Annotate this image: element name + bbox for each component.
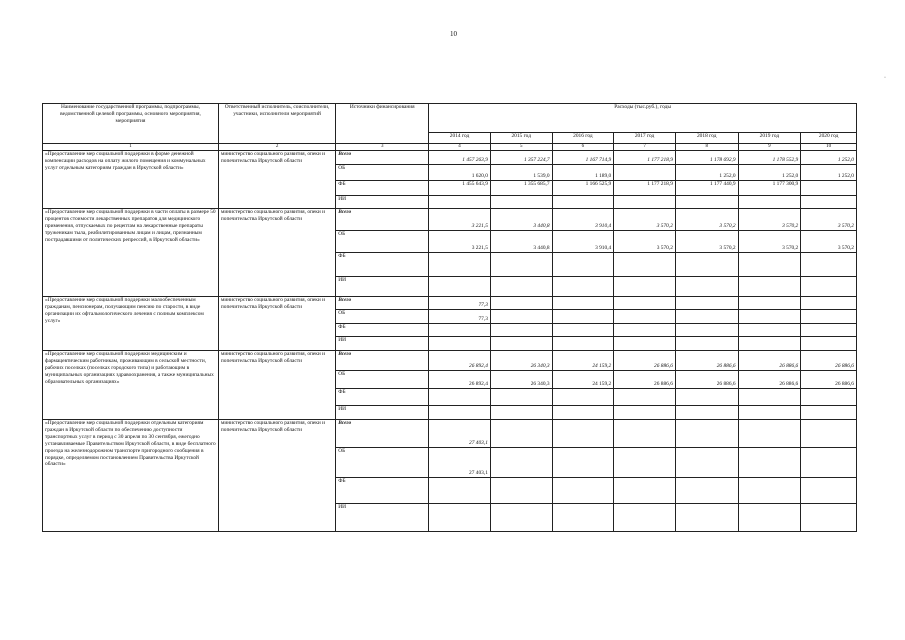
expense-value-cell [552, 277, 614, 297]
expense-value-cell: 1 177 440,9 [675, 181, 738, 196]
expense-value-cell [738, 297, 801, 310]
funding-source-cell: ФБ [336, 253, 429, 277]
expense-value-cell [738, 324, 801, 337]
expense-value-cell [801, 253, 857, 277]
header-year: 2020 год [801, 133, 857, 144]
expense-value-cell [429, 337, 491, 351]
expense-value-cell: 24 159,2 [552, 351, 614, 371]
expense-value-cell [490, 478, 552, 504]
funding-source-cell: ИИ [336, 196, 429, 209]
expense-value-cell: 1 252,0 [738, 165, 801, 181]
expense-value-cell [614, 406, 676, 420]
funding-source-cell: ИИ [336, 504, 429, 532]
column-number: 5 [490, 144, 552, 151]
funding-source-cell: ФБ [336, 324, 429, 337]
expense-value-cell [801, 420, 857, 448]
expense-value-cell [738, 478, 801, 504]
expense-value-cell [675, 420, 738, 448]
expense-value-cell [490, 406, 552, 420]
expense-value-cell: 3 910,4 [552, 209, 614, 231]
expense-value-cell [801, 406, 857, 420]
expense-value-cell [490, 389, 552, 406]
expense-value-cell: 3 570,2 [675, 231, 738, 253]
column-number: 1 [43, 144, 219, 151]
expense-value-cell [552, 310, 614, 324]
expense-value-cell: 26 340,3 [490, 371, 552, 389]
expense-value-cell: 3 570,2 [801, 209, 857, 231]
expense-value-cell [614, 310, 676, 324]
expense-value-cell: 27 403,1 [429, 420, 491, 448]
header-year: 2019 год [738, 133, 801, 144]
expense-value-cell [429, 277, 491, 297]
executor-cell: министерство социального развития, опеки и попечительства Иркутской области [218, 209, 335, 297]
funding-source-cell: Всего [336, 151, 429, 165]
expense-value-cell: 1 177 218,9 [614, 151, 676, 165]
expense-value-cell [675, 297, 738, 310]
funding-source-cell: ОБ [336, 231, 429, 253]
expense-value-cell [490, 337, 552, 351]
budget-table [42, 103, 857, 532]
funding-source-cell: ОБ [336, 371, 429, 389]
expense-value-cell [490, 277, 552, 297]
expense-value-cell [490, 310, 552, 324]
expense-value-cell [738, 337, 801, 351]
expense-value-cell [490, 324, 552, 337]
page-number: 10 [450, 30, 457, 38]
table-row [43, 297, 857, 310]
expense-value-cell [675, 324, 738, 337]
expense-value-cell [675, 196, 738, 209]
expense-value-cell [738, 196, 801, 209]
funding-source-cell: ИИ [336, 337, 429, 351]
funding-source-cell: ОБ [336, 310, 429, 324]
header-source: Источники финансирования [336, 104, 429, 144]
expense-value-cell [429, 196, 491, 209]
expense-value-cell: 26 892,4 [429, 351, 491, 371]
expense-value-cell [738, 277, 801, 297]
expense-value-cell [614, 478, 676, 504]
expense-value-cell: 3 440,8 [490, 231, 552, 253]
expense-value-cell: 77,3 [429, 310, 491, 324]
funding-source-cell: ОБ [336, 448, 429, 478]
funding-source-cell: ФБ [336, 181, 429, 196]
expense-value-cell: 1 455 643,9 [429, 181, 491, 196]
header-expenses: Расходы (тыс.руб.), годы [429, 104, 857, 133]
expense-value-cell [552, 337, 614, 351]
expense-value-cell: 26 340,3 [490, 351, 552, 371]
expense-value-cell [738, 310, 801, 324]
executor-cell: министерство социального развития, опеки и попечительства Иркутской области [218, 420, 335, 532]
column-number: 3 [336, 144, 429, 151]
expense-value-cell [614, 196, 676, 209]
header-year: 2016 год [552, 133, 614, 144]
funding-source-cell: ИИ [336, 277, 429, 297]
expense-value-cell [614, 389, 676, 406]
expense-value-cell [614, 324, 676, 337]
expense-value-cell [429, 324, 491, 337]
expense-value-cell [801, 297, 857, 310]
funding-source-cell: Всего [336, 351, 429, 371]
program-name-cell: «Предоставление мер социальной поддержки малообеспеченным гражданам, пенсионерам, получающим пенсию по старости, в виде организации их офтальмологического лечения с полным комплексом услуг» [43, 297, 219, 351]
expense-value-cell [675, 310, 738, 324]
expense-value-cell [738, 504, 801, 532]
executor-cell: министерство социального развития, опеки и попечительства Иркутской области [218, 351, 335, 420]
expense-value-cell [490, 297, 552, 310]
expense-value-cell: 3 221,5 [429, 209, 491, 231]
expense-value-cell [801, 310, 857, 324]
expense-value-cell: 3 570,2 [614, 231, 676, 253]
program-name-cell: «Предоставление мер социальной поддержки отдельным категориям граждан в Иркутской области по обеспечению доступности транспортных услуг в период с 30 апреля по 30 сентября, ежегодно устанавливаемые Правительством Иркутской области, в виде бесплатного проезда на железнодорожном транспорте пригородного сообщения в порядке, определяемом постановлением Правительства Иркутской области» [43, 420, 219, 532]
expense-value-cell [429, 504, 491, 532]
column-number: 10 [801, 144, 857, 151]
expense-value-cell: 1 189,0 [552, 165, 614, 181]
expense-value-cell [801, 181, 857, 196]
expense-value-cell: 77,3 [429, 297, 491, 310]
expense-value-cell [738, 253, 801, 277]
expense-value-cell: 3 570,2 [801, 231, 857, 253]
expense-value-cell [552, 196, 614, 209]
expense-value-cell [801, 277, 857, 297]
expense-value-cell: 26 886,6 [675, 371, 738, 389]
column-number: 9 [738, 144, 801, 151]
program-name-cell: «Предоставление мер социальной поддержки в части оплаты в размере 50 процентов стоимости лекарственных препаратов для медицинского применения, отпускаемых по рецептам на лекарственные препараты труженикам тыла, реабилитированным лицам и лицам, признанным пострадавшими от политических репрессий, в Иркутской области» [43, 209, 219, 297]
expense-value-cell: 3 570,2 [738, 231, 801, 253]
expense-value-cell: 26 892,4 [429, 371, 491, 389]
expense-value-cell: 26 886,6 [675, 351, 738, 371]
expense-value-cell: 3 440,8 [490, 209, 552, 231]
funding-source-cell: ИИ [336, 406, 429, 420]
expense-value-cell [429, 478, 491, 504]
expense-value-cell [738, 389, 801, 406]
expense-value-cell: 3 910,4 [552, 231, 614, 253]
expense-value-cell: 1 620,0 [429, 165, 491, 181]
expense-value-cell: 1 252,0 [801, 151, 857, 165]
expense-value-cell: 27 403,1 [429, 448, 491, 478]
funding-source-cell: ОБ [336, 165, 429, 181]
expense-value-cell [738, 420, 801, 448]
expense-value-cell: 26 886,6 [614, 351, 676, 371]
expense-value-cell: 26 886,6 [738, 371, 801, 389]
expense-value-cell [552, 253, 614, 277]
expense-value-cell [675, 406, 738, 420]
funding-source-cell: Всего [336, 209, 429, 231]
expense-value-cell [801, 337, 857, 351]
expense-value-cell: 1 252,0 [801, 165, 857, 181]
expense-value-cell: 3 570,2 [738, 209, 801, 231]
expense-value-cell [801, 389, 857, 406]
corner-mark: · [884, 75, 886, 81]
expense-value-cell [490, 448, 552, 478]
expense-value-cell [801, 504, 857, 532]
expense-value-cell [552, 504, 614, 532]
expense-value-cell: 26 886,6 [801, 371, 857, 389]
column-number: 8 [675, 144, 738, 151]
expense-value-cell [490, 253, 552, 277]
funding-source-cell: Всего [336, 420, 429, 448]
expense-value-cell [490, 504, 552, 532]
table-body [43, 151, 857, 532]
expense-value-cell: 1 167 714,9 [552, 151, 614, 165]
expense-value-cell [552, 297, 614, 310]
expense-value-cell: 1 177 218,9 [614, 181, 676, 196]
expense-value-cell [675, 253, 738, 277]
expense-value-cell: 1 252,0 [675, 165, 738, 181]
expense-value-cell [675, 277, 738, 297]
funding-source-cell: ФБ [336, 389, 429, 406]
expense-value-cell: 1 177 300,9 [738, 181, 801, 196]
expense-value-cell [429, 389, 491, 406]
funding-source-cell: ФБ [336, 478, 429, 504]
expense-value-cell [490, 420, 552, 448]
expense-value-cell [614, 277, 676, 297]
expense-value-cell [675, 389, 738, 406]
expense-value-cell: 1 539,0 [490, 165, 552, 181]
expense-value-cell [429, 406, 491, 420]
expense-value-cell [614, 297, 676, 310]
table-row [43, 209, 857, 231]
column-number: 7 [614, 144, 676, 151]
header-year: 2017 год [614, 133, 676, 144]
expense-value-cell [552, 448, 614, 478]
expense-value-cell: 1 355 685,7 [490, 181, 552, 196]
expense-value-cell [429, 253, 491, 277]
expense-value-cell [801, 478, 857, 504]
expense-value-cell [801, 324, 857, 337]
expense-value-cell: 3 221,5 [429, 231, 491, 253]
table-row [43, 420, 857, 448]
expense-value-cell: 3 570,2 [614, 209, 676, 231]
table-row [43, 351, 857, 371]
program-name-cell: «Предоставление мер социальной поддержки в форме денежной компенсации расходов на оплату жилого помещения и коммунальных услуг отдельным категориям граждан в Иркутской области» [43, 151, 219, 209]
header-year: 2015 год [490, 133, 552, 144]
expense-value-cell [675, 337, 738, 351]
expense-value-cell [552, 324, 614, 337]
program-name-cell: «Предоставление мер социальной поддержки медицинским и фармацевтическим работникам, проживающим в сельской местности, рабочих поселках (поселках городского типа) и работающим в муниципальных организациях здравоохранения, а также муниципальных образовательных организациях» [43, 351, 219, 420]
expense-value-cell: 3 570,2 [675, 209, 738, 231]
column-number: 4 [429, 144, 491, 151]
expense-value-cell [490, 196, 552, 209]
header-program: Наименование государственной программы, подпрограммы, ведомственной целевой программы, основного мероприятия, мероприятия [43, 104, 219, 144]
expense-value-cell: 1 357 224,7 [490, 151, 552, 165]
expense-value-cell [738, 406, 801, 420]
expense-value-cell: 1 457 263,9 [429, 151, 491, 165]
expense-value-cell: 1 166 525,9 [552, 181, 614, 196]
expense-value-cell: 26 886,6 [738, 351, 801, 371]
expense-value-cell: 26 886,6 [801, 351, 857, 371]
expense-value-cell [614, 165, 676, 181]
expense-value-cell [675, 504, 738, 532]
expense-value-cell [614, 337, 676, 351]
header-year: 2018 год [675, 133, 738, 144]
executor-cell: министерство социального развития, опеки и попечительства Иркутской области [218, 151, 335, 209]
funding-source-cell: Всего [336, 297, 429, 310]
expense-value-cell [738, 448, 801, 478]
column-number: 6 [552, 144, 614, 151]
expense-value-cell [552, 389, 614, 406]
expense-value-cell [614, 420, 676, 448]
expense-value-cell: 1 178 692,9 [675, 151, 738, 165]
expense-value-cell [675, 448, 738, 478]
expense-value-cell: 1 178 552,9 [738, 151, 801, 165]
expense-value-cell [614, 253, 676, 277]
expense-value-cell [552, 420, 614, 448]
expense-value-cell [614, 504, 676, 532]
header-year: 2014 год [429, 133, 491, 144]
expense-value-cell [552, 406, 614, 420]
expense-value-cell [801, 196, 857, 209]
expense-value-cell [675, 478, 738, 504]
header-executor: Ответственный исполнитель, соисполнители, участники, исполнители мероприятий [218, 104, 335, 144]
expense-value-cell [614, 448, 676, 478]
expense-value-cell [801, 448, 857, 478]
expense-value-cell: 24 159,2 [552, 371, 614, 389]
expense-value-cell [552, 478, 614, 504]
expense-value-cell: 26 886,6 [614, 371, 676, 389]
table-row [43, 151, 857, 165]
column-number: 2 [218, 144, 335, 151]
executor-cell: министерство социального развития, опеки и попечительства Иркутской области [218, 297, 335, 351]
